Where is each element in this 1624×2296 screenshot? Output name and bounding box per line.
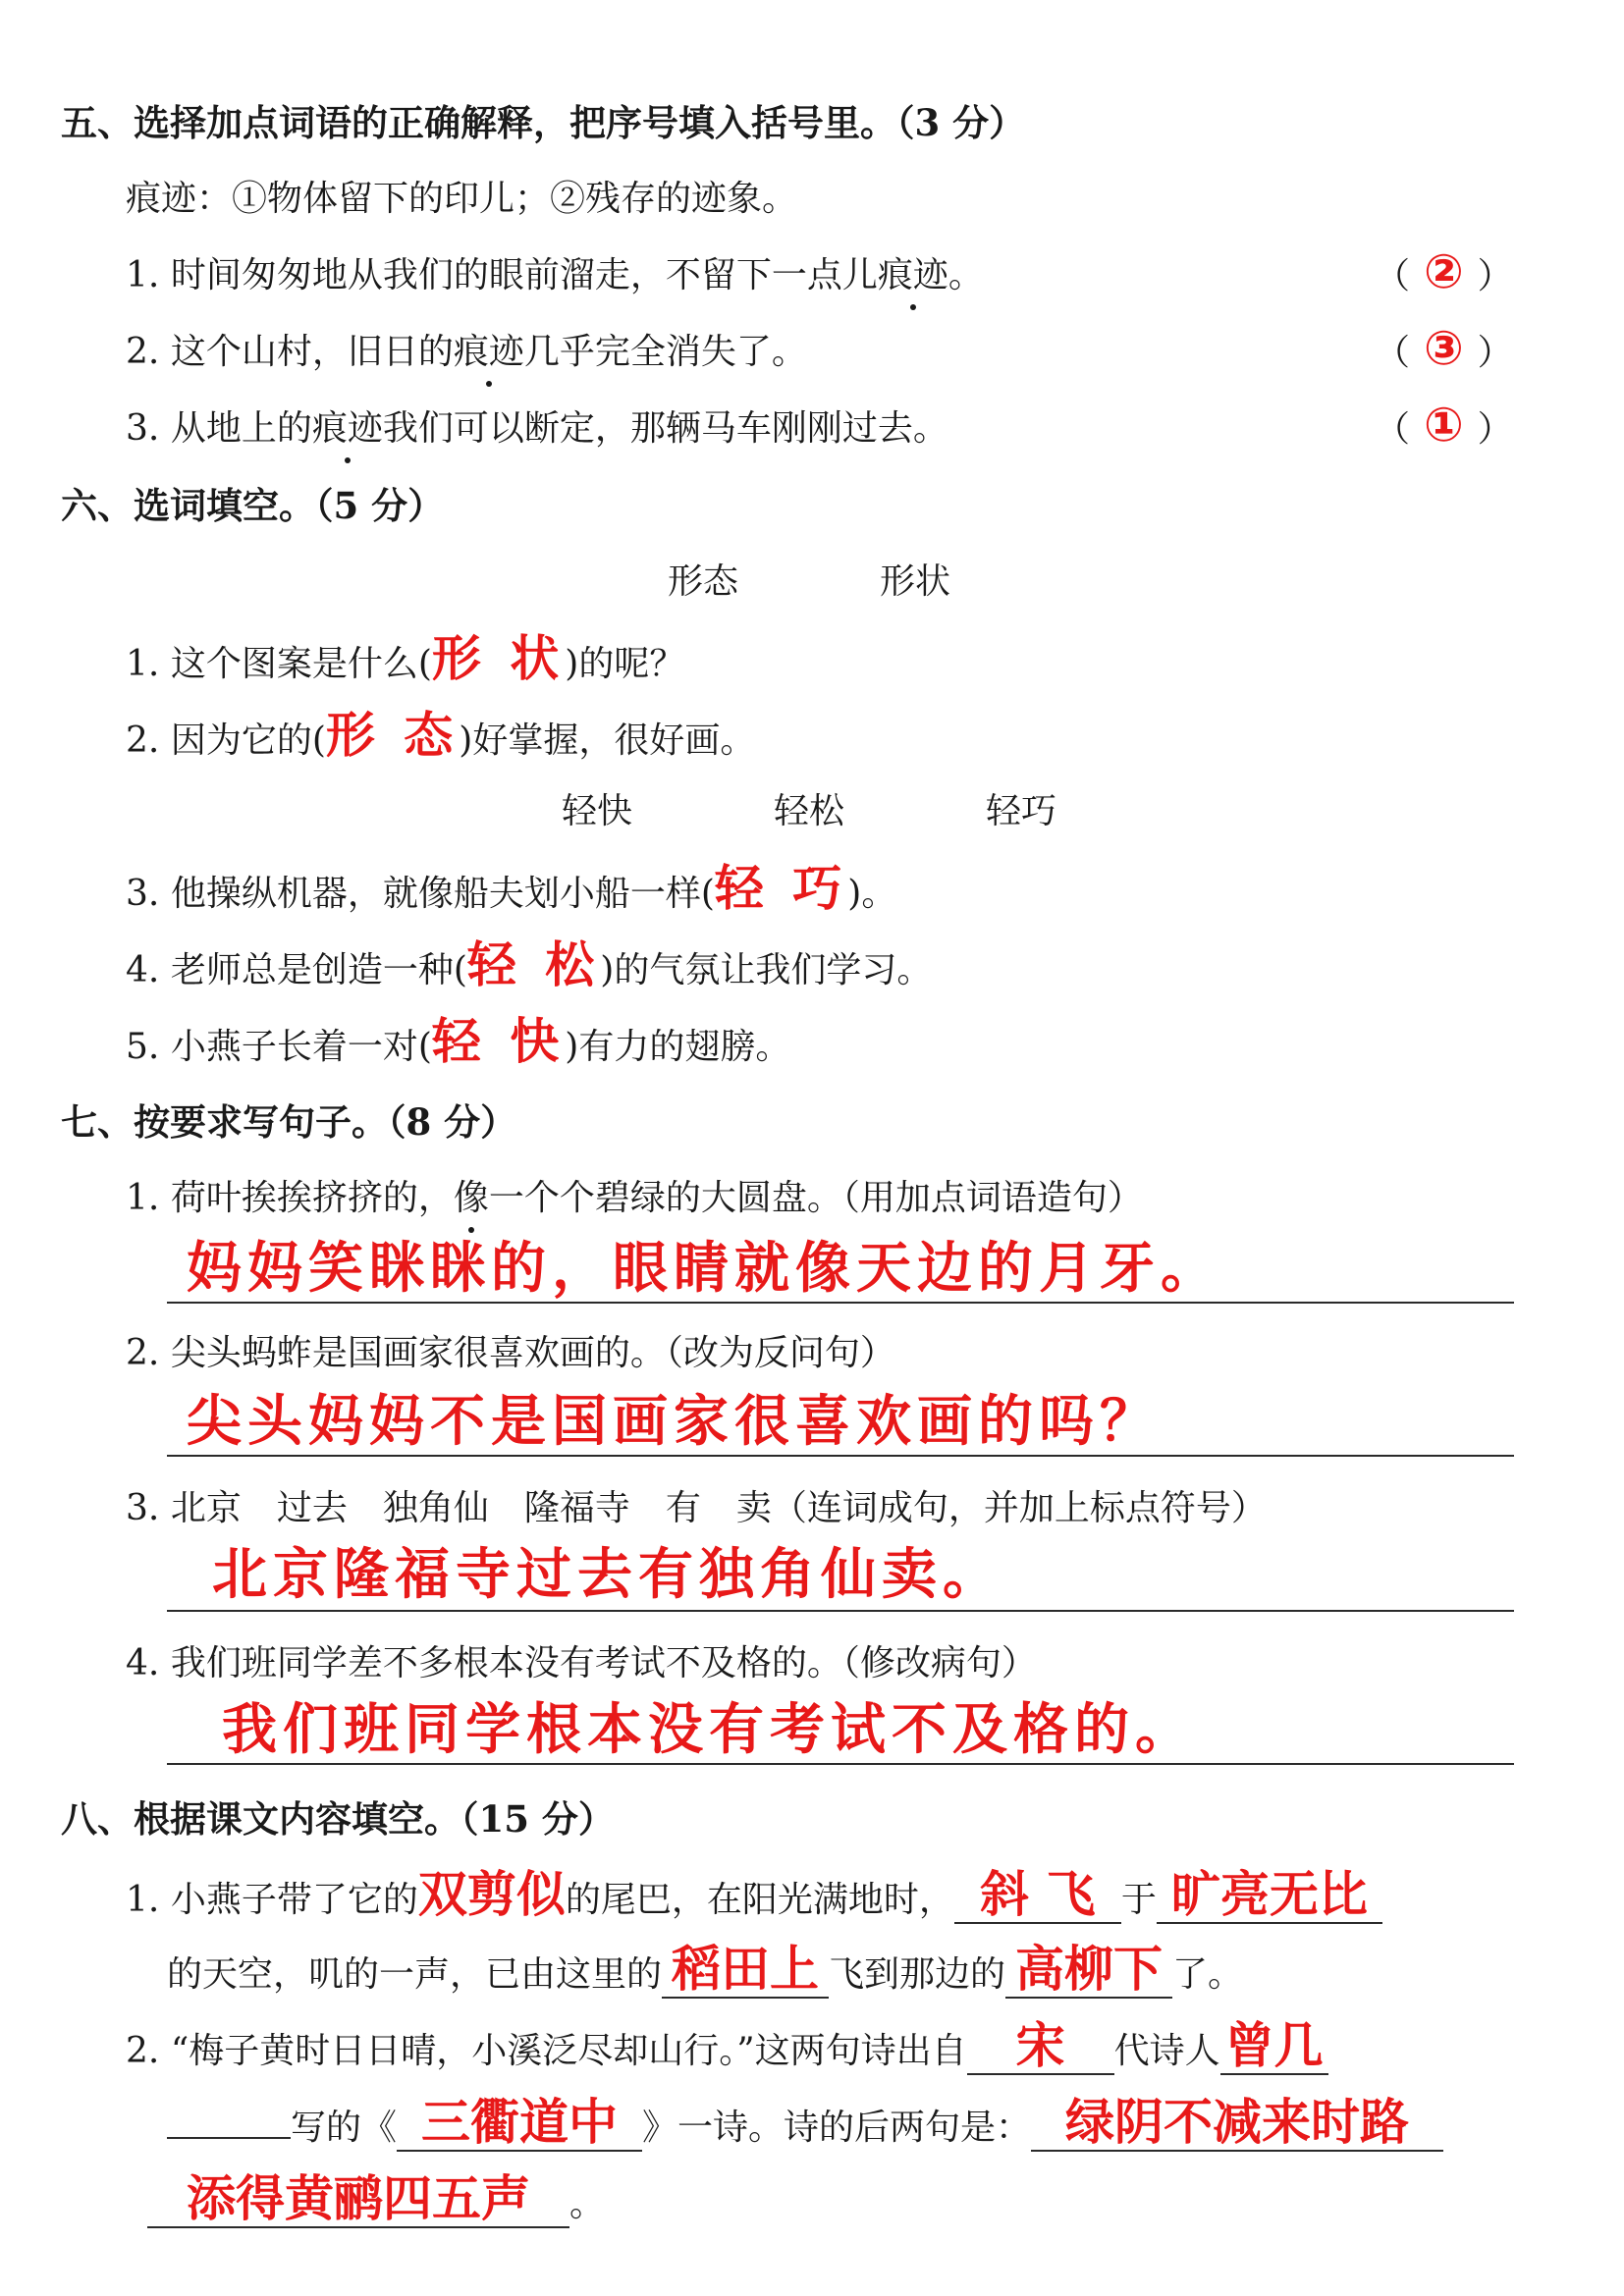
fill-answer: 斜 飞: [954, 1867, 1121, 1924]
blank-line: [167, 2137, 291, 2139]
s6-item-3: 3. 他操纵机器，就像船夫划小船一样(轻 巧)。: [126, 860, 897, 917]
answer-text: 形 态: [325, 707, 460, 764]
section-5-definition: 痕迹：①物体留下的印儿；②残存的迹象。: [126, 179, 798, 219]
s8-q2-line1: 2. “梅子黄时日日晴，小溪泛尽却山行。”这两句诗出自 宋 代诗人 曾几: [126, 2018, 1328, 2081]
item-number: 2.: [126, 332, 160, 372]
answer-line: [167, 1455, 1514, 1457]
answer-text: 形 状: [431, 630, 566, 687]
answer-mark: ②: [1424, 244, 1464, 299]
fill-answer: 稻田上: [662, 1942, 829, 1999]
answer-line: [167, 1763, 1514, 1765]
s7-answer-3: 北京隆福寺过去有独角仙卖。: [212, 1543, 1003, 1607]
fill-answer: 三衢道中: [397, 2095, 642, 2152]
s7-item-3: 3. 北京 过去 独角仙 隆福寺 有 卖（连词成句，并加上标点符号）: [126, 1488, 1267, 1528]
item-text: 时间匆匆地从我们的眼前溜走，不留下一点儿: [170, 255, 878, 295]
answer-text: 轻 巧: [714, 860, 848, 917]
option-word: 轻巧: [986, 791, 1057, 831]
s8-q2-line3: 添得黄鹂四五声 。: [147, 2171, 605, 2234]
s8-q1-line1: 1. 小燕子带了它的双剪似的尾巴，在阳光满地时， 斜 飞 于 旷亮无比: [126, 1865, 1382, 1930]
item-text-end: 几乎完全消失了。: [523, 332, 807, 372]
item-number: 3.: [126, 408, 160, 449]
answer-line: [167, 1610, 1514, 1612]
section-8-heading: 八、根据课文内容填空。（15 分）: [61, 1797, 615, 1841]
item-text-end: 。: [947, 255, 984, 295]
fill-answer: 添得黄鹂四五声: [147, 2171, 569, 2228]
s7-answer-1: 妈妈笑眯眯的，眼睛就像天边的月牙。: [187, 1237, 1221, 1301]
s7-answer-2: 尖头妈妈不是国画家很喜欢画的吗？: [187, 1390, 1161, 1454]
s5-item-2: [126, 328, 807, 377]
item-text: 这个山村，旧日的: [170, 332, 454, 372]
answer-mark: ③: [1424, 321, 1464, 376]
s6-item-5: 5. 小燕子长着一对(轻 快)有力的翅膀。: [126, 1013, 791, 1070]
answer-text: 轻 快: [431, 1013, 566, 1070]
s7-item-1: 1. 荷叶挨挨挤挤的，像一个个碧绿的大圆盘。（用加点词语造句）: [126, 1174, 1143, 1223]
option-word: 形态: [668, 561, 739, 602]
s8-q1-line2: 的天空，叽的一声，已由这里的 稻田上 飞到那边的 高柳下 了。: [167, 1941, 1244, 1998]
dotted-word: 痕迹: [454, 328, 524, 377]
s5-item-3: [126, 404, 948, 454]
s7-answer-4: 我们班同学根本没有考试不及格的。: [222, 1698, 1196, 1762]
fill-answer: 旷亮无比: [1157, 1867, 1382, 1924]
s7-item-2: 2. 尖头蚂蚱是国画家很喜欢画的。（改为反问句）: [126, 1333, 895, 1373]
item-text: 从地上的: [170, 408, 312, 449]
fill-answer: 高柳下: [1005, 1942, 1172, 1999]
fill-answer: 绿阴不减来时路: [1031, 2095, 1443, 2152]
answer-line: [167, 1302, 1514, 1304]
s5-answer-2: （ ③ ）: [1375, 321, 1513, 376]
answer-text: 轻 松: [466, 936, 601, 993]
option-word: 轻松: [774, 791, 845, 831]
s6-item-4: 4. 老师总是创造一种(轻 松)的气氛让我们学习。: [126, 936, 933, 993]
fill-answer: 双剪似: [417, 1866, 566, 1923]
section-5-heading: 五、选择加点词语的正确解释，把序号填入括号里。（3 分）: [61, 101, 1026, 144]
fill-answer: 宋: [967, 2018, 1114, 2075]
item-number: 1.: [126, 255, 160, 295]
section-7-heading: 七、按要求写句子。（8 分）: [61, 1100, 517, 1144]
section-6-heading: 六、选词填空。（5 分）: [61, 484, 445, 527]
item-text-end: 我们可以断定，那辆马车刚刚过去。: [382, 408, 948, 449]
option-word: 形状: [880, 561, 951, 602]
s7-item-4: 4. 我们班同学差不多根本没有考试不及格的。（修改病句）: [126, 1643, 1037, 1683]
dotted-word: 痕迹: [878, 251, 948, 300]
dotted-word: 痕迹: [312, 404, 383, 454]
option-word: 轻快: [562, 791, 633, 831]
s6-item-2: 2. 因为它的(形 态)好掌握，很好画。: [126, 707, 756, 764]
s8-q2-line2: 写的《 三衢道中 》一诗。诗的后两句是： 绿阴不减来时路: [167, 2095, 1443, 2158]
s6-item-1: 1. 这个图案是什么(形 状)的呢？: [126, 630, 685, 687]
dotted-word: 像: [454, 1174, 489, 1223]
s5-item-1: [126, 251, 984, 300]
fill-answer: 曾几: [1220, 2018, 1328, 2075]
s5-answer-1: （ ② ）: [1375, 244, 1513, 299]
answer-mark: ①: [1424, 398, 1464, 453]
s5-answer-3: （ ① ）: [1375, 398, 1513, 453]
